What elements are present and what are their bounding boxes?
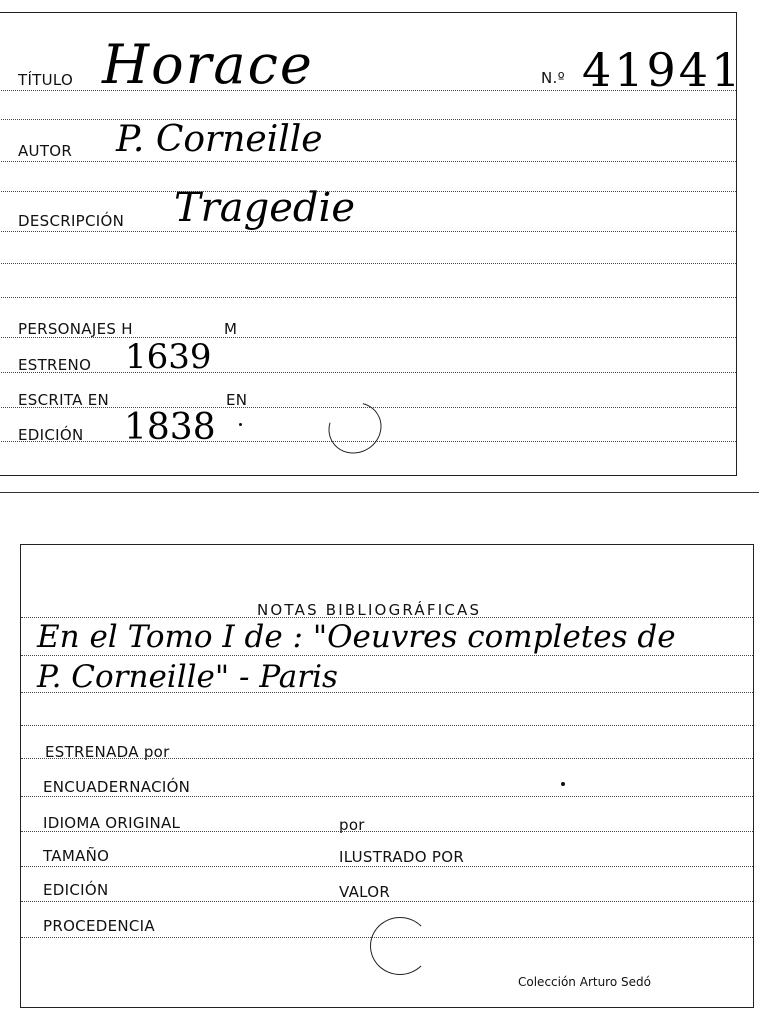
idioma-label: IDIOMA ORIGINAL [43, 814, 181, 832]
form-rule [0, 297, 736, 298]
form-rule [0, 263, 736, 264]
ink-dot [239, 423, 242, 426]
personajes-m-label: M [224, 320, 238, 338]
form-rule [0, 119, 736, 120]
valor-label: VALOR [339, 883, 391, 901]
notas-heading: NOTAS BIBLIOGRÁFICAS [257, 601, 482, 619]
procedencia-label: PROCEDENCIA [43, 917, 155, 935]
estreno-label: ESTRENO [18, 356, 92, 374]
titulo-value: Horace [102, 33, 314, 96]
edicion-label: EDICIÓN [18, 426, 84, 444]
notas-line-1: En el Tomo I de : "Oeuvres completes de [37, 619, 676, 655]
form-rule [0, 231, 736, 232]
numero-label: N.º [541, 69, 565, 87]
estrenada-label: ESTRENADA por [45, 743, 170, 761]
edicion-value: 1838 [124, 407, 216, 448]
ilustrado-label: ILUSTRADO POR [339, 848, 465, 866]
encuadernacion-label: ENCUADERNACIÓN [43, 778, 191, 796]
ink-stain [370, 917, 430, 975]
catalog-card-back [20, 544, 754, 1008]
idioma-por-label: por [339, 816, 365, 834]
form-rule [21, 617, 753, 618]
form-rule [0, 372, 736, 373]
descripcion-value: Tragedie [174, 185, 355, 231]
tamano-label: TAMAÑO [43, 847, 110, 865]
form-rule [21, 866, 753, 867]
autor-label: AUTOR [18, 142, 73, 160]
form-rule [0, 191, 736, 192]
form-rule [0, 161, 736, 162]
ink-stain [319, 393, 391, 463]
form-rule [21, 796, 753, 797]
ink-dot [561, 782, 565, 786]
form-rule [21, 725, 753, 726]
personajes-label: PERSONAJES H [18, 320, 133, 338]
catalog-card-front [0, 12, 744, 476]
estreno-value: 1639 [125, 337, 212, 377]
autor-value: P. Corneille [116, 119, 323, 160]
coleccion-label: Colección Arturo Sedó [518, 975, 651, 989]
titulo-label: TÍTULO [18, 71, 74, 89]
card-separator [0, 492, 759, 493]
numero-value: 41941 [582, 43, 744, 97]
escrita-en-label: EN [226, 391, 248, 409]
edicion-back-label: EDICIÓN [43, 881, 109, 899]
notas-line-2: P. Corneille" - Paris [37, 659, 338, 695]
escrita-label: ESCRITA EN [18, 391, 110, 409]
form-rule [21, 655, 753, 656]
descripcion-label: DESCRIPCIÓN [18, 212, 125, 230]
form-rule [21, 901, 753, 902]
